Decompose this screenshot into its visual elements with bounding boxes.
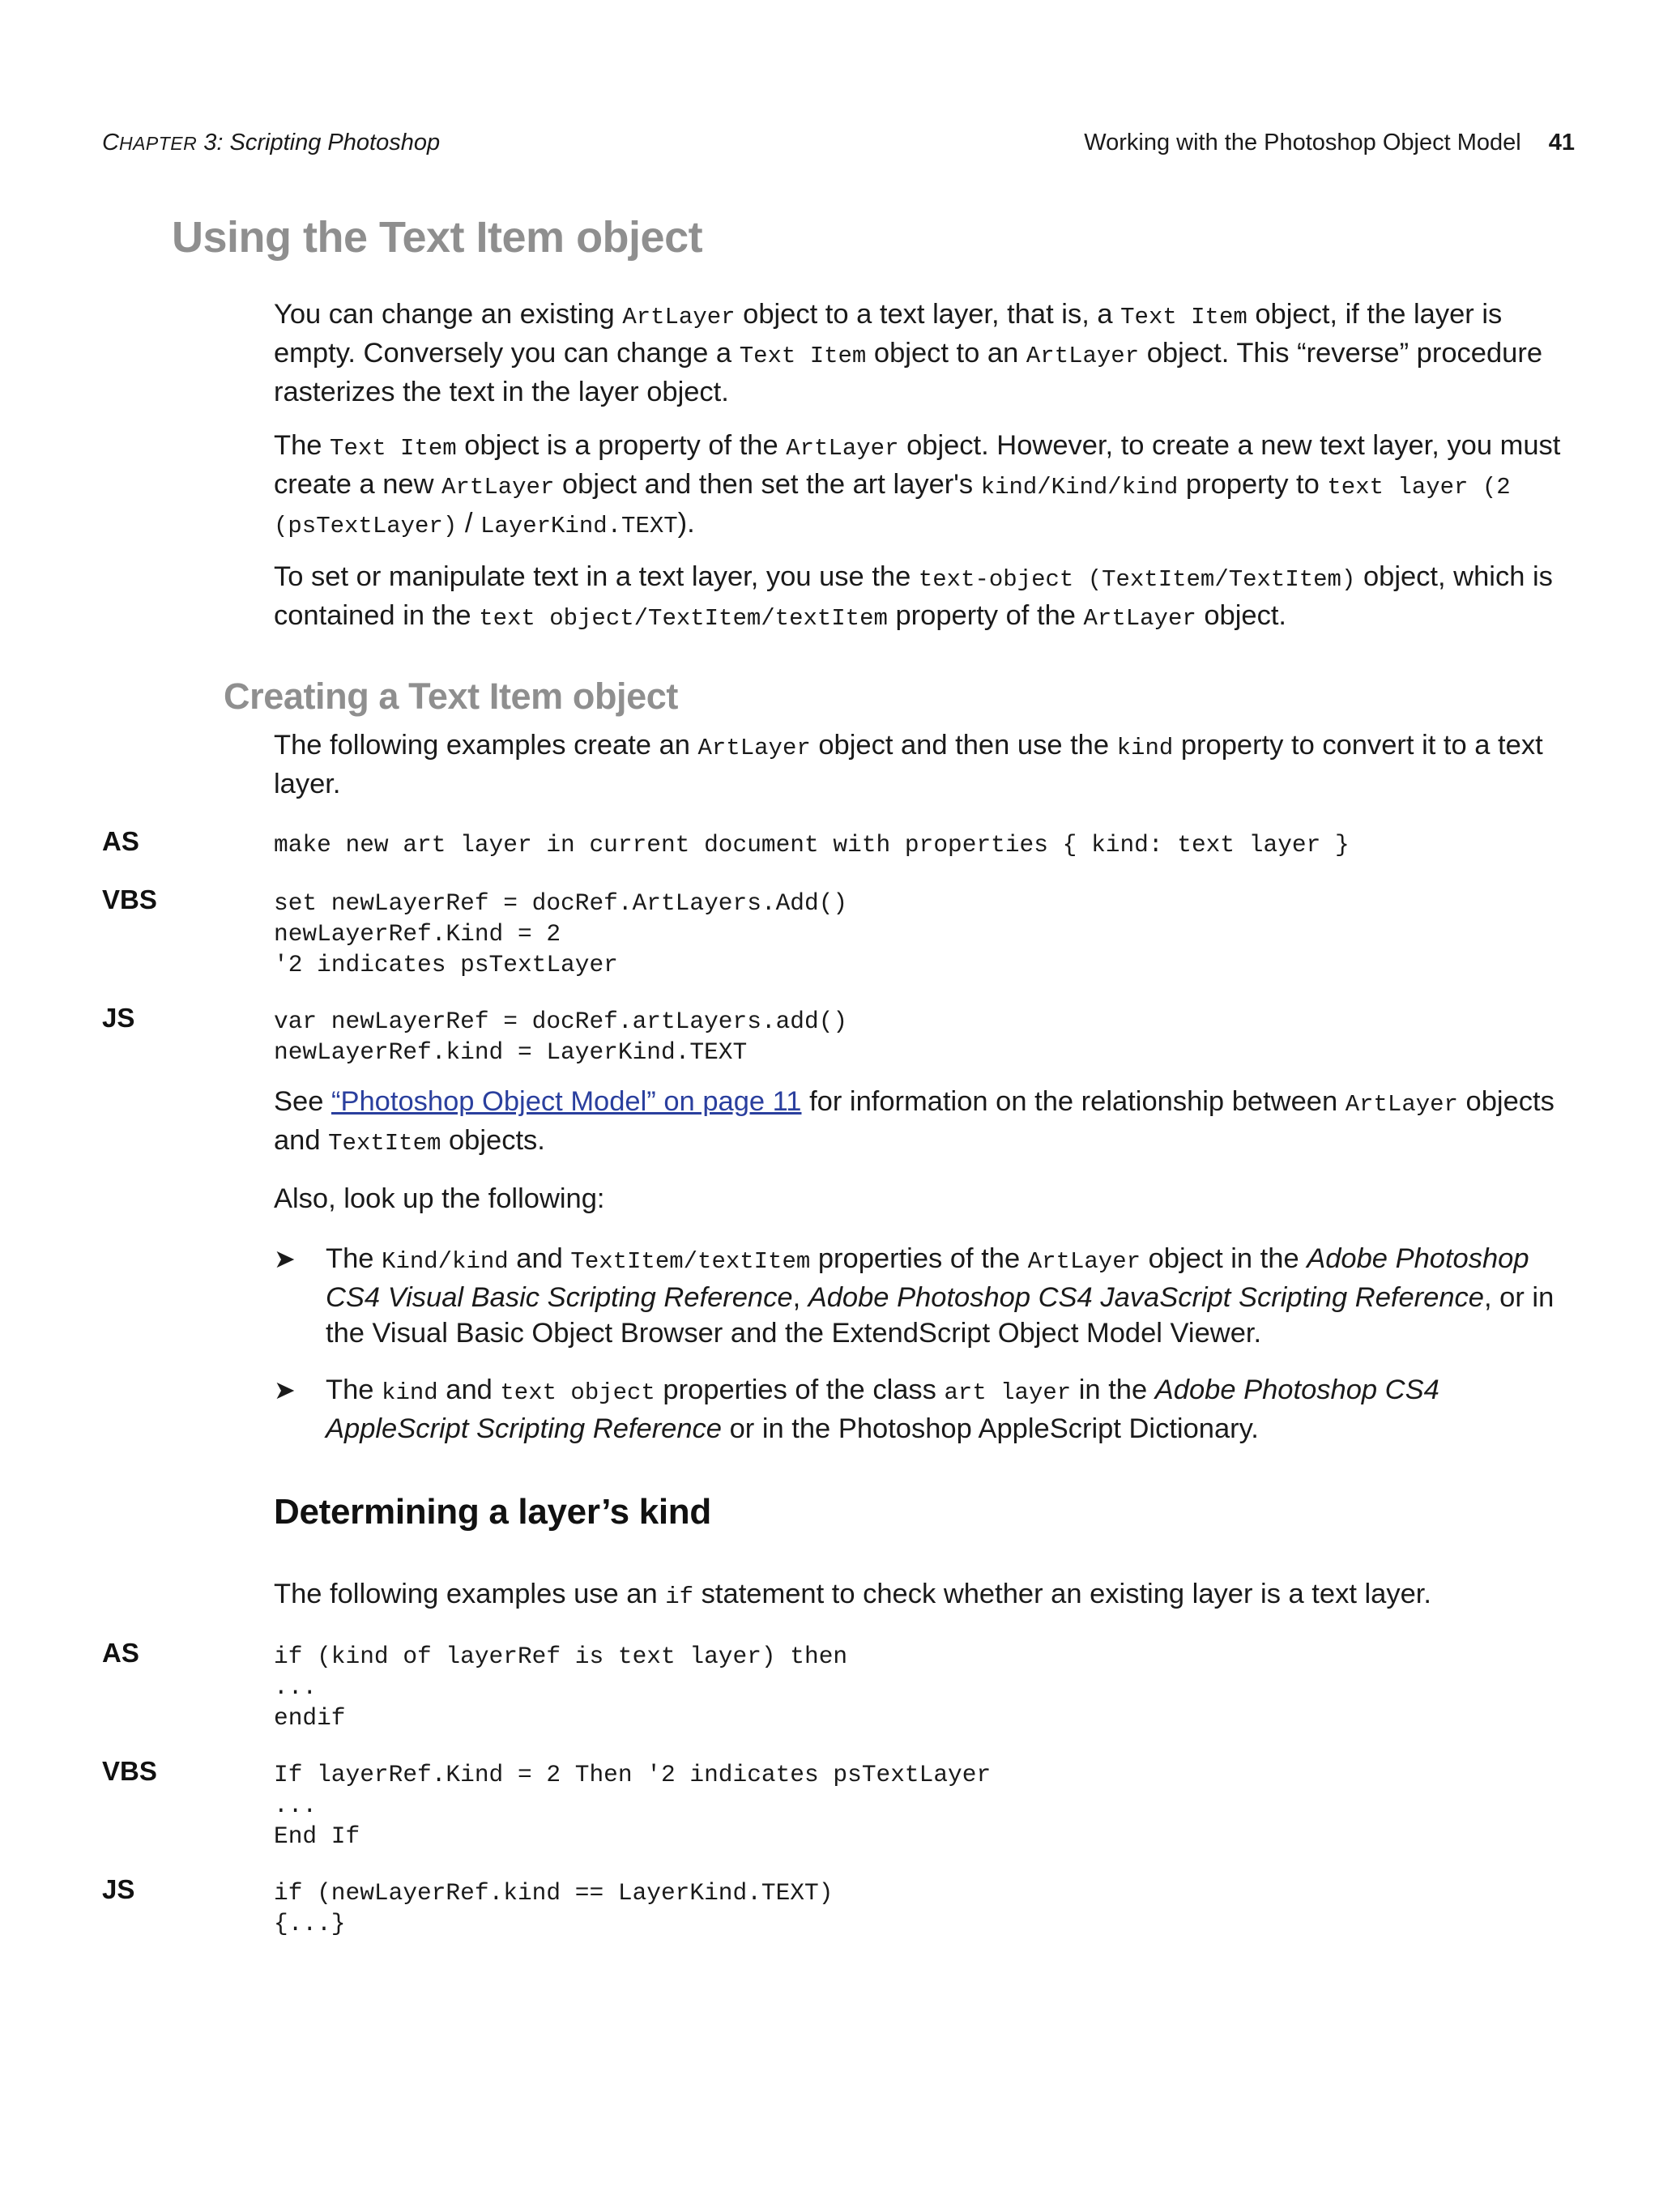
chapter-title: 3: Scripting Photoshop	[197, 130, 441, 156]
code-block-js: var newLayerRef = docRef.artLayers.add() newLayerRef.kind = LayerKind.TEXT	[274, 1008, 848, 1066]
text: object. However, to create a new text layer, you must create a new	[274, 430, 1561, 500]
code-block-as: if (kind of layerRef is text layer) then ... endif	[274, 1643, 848, 1732]
text: object to a text layer, that is, a	[735, 299, 1121, 330]
text: statement to check whether an existing layer is a text layer.	[693, 1579, 1431, 1609]
lang-label-js: JS	[102, 1874, 135, 1904]
text: properties of the class	[655, 1375, 945, 1405]
code-term: ArtLayer	[786, 435, 899, 462]
text: The	[274, 430, 331, 461]
paragraph-if-statement	[274, 1576, 1570, 1615]
lang-label-vbs: VBS	[102, 1756, 157, 1786]
text: You can change an existing	[274, 299, 623, 330]
code-term: ArtLayer	[1027, 1248, 1141, 1275]
text: object, which is contained in the	[274, 561, 1553, 631]
text: and	[437, 1375, 501, 1405]
lang-label-as: AS	[102, 1638, 139, 1668]
running-header-section	[1084, 130, 1575, 156]
text: The following examples use an	[274, 1579, 666, 1609]
code-term: text object	[500, 1379, 655, 1406]
text: object. This “reverse” procedure rasterizes the text in the layer object.	[274, 338, 1543, 407]
chapter-prefix: C	[102, 130, 119, 156]
code-term: Text Item	[330, 435, 457, 462]
code-term: Text Item	[1120, 304, 1247, 330]
text: object and then set the art layer's	[554, 469, 981, 500]
code-term: text layer (2 (psTextLayer)	[274, 474, 1511, 539]
text: object to an	[866, 338, 1026, 369]
heading-using-text-item: Using the Text Item object	[172, 213, 703, 262]
paragraph-intro	[274, 296, 1570, 410]
text: See	[274, 1086, 331, 1117]
code-term: ArtLayer	[441, 474, 555, 501]
text: property of the	[887, 600, 1084, 631]
paragraph-see-also	[274, 1084, 1570, 1161]
text: /	[457, 508, 481, 539]
code-term: kind	[382, 1379, 438, 1406]
text: objects.	[441, 1125, 545, 1156]
text: To set or manipulate text in a text layer, you use the	[274, 561, 919, 592]
code-term: LayerKind.TEXT	[480, 513, 678, 539]
heading-creating-text-item: Creating a Text Item object	[224, 676, 678, 717]
paragraph-manipulate	[274, 559, 1570, 637]
code-term: TextItem	[328, 1130, 441, 1157]
code-block-vbs: If layerRef.Kind = 2 Then '2 indicates psTextLayer ... End If	[274, 1761, 992, 1850]
arrow-bullet-icon: ➤	[274, 1375, 296, 1404]
text: property to	[1178, 469, 1328, 500]
code-term: text-object (TextItem/TextItem)	[918, 566, 1356, 593]
code-term: ArtLayer	[1026, 343, 1140, 369]
text: properties of the	[810, 1243, 1028, 1274]
text: object, if the layer is empty. Conversely you can change a	[274, 299, 1503, 369]
code-block-js: if (newLayerRef.kind == LayerKind.TEXT) {...}	[274, 1879, 834, 1937]
text: ,	[792, 1282, 808, 1313]
text: object and then use the	[810, 730, 1117, 761]
reference-title: Adobe Photoshop CS4 JavaScript Scripting Reference	[808, 1282, 1484, 1313]
page-number: 41	[1548, 130, 1575, 156]
section-title: Working with the Photoshop Object Model	[1084, 130, 1521, 156]
code-term: Kind/kind	[382, 1248, 509, 1275]
page-link-object-model[interactable]: “Photoshop Object Model” on page 11	[331, 1086, 802, 1117]
code-term: ArtLayer	[697, 735, 811, 761]
code-term: Text Item	[739, 343, 867, 369]
code-block-vbs: set newLayerRef = docRef.ArtLayers.Add() newLayerRef.Kind = 2 '2 indicates psTextLayer	[274, 889, 848, 978]
text: object in the	[1141, 1243, 1307, 1274]
text: objects and	[274, 1086, 1555, 1156]
lang-label-as: AS	[102, 826, 139, 856]
paragraph-property	[274, 428, 1570, 544]
heading-determining-kind: Determining a layer’s kind	[274, 1492, 711, 1532]
text: property to convert it to a text layer.	[274, 730, 1543, 799]
text: The	[326, 1243, 382, 1274]
code-term: text object/TextItem/textItem	[479, 605, 888, 632]
text: or in the Photoshop AppleScript Dictionary.	[722, 1413, 1259, 1444]
code-term: art layer	[944, 1379, 1072, 1406]
code-block-as: make new art layer in current document with properties { kind: text layer }	[274, 831, 1350, 859]
text: in the	[1071, 1375, 1155, 1405]
reference-title: Adobe Photoshop CS4 AppleScript Scripting Reference	[326, 1375, 1439, 1444]
text: and	[508, 1243, 571, 1274]
text: ).	[677, 508, 695, 539]
reference-title: Adobe Photoshop CS4 Visual Basic Scripting Reference	[326, 1243, 1529, 1313]
chapter-smallcaps: HAPTER	[118, 133, 198, 154]
list-item-text	[326, 1241, 1573, 1351]
arrow-bullet-icon: ➤	[274, 1244, 296, 1273]
code-term: TextItem/textItem	[570, 1248, 811, 1275]
list-item-text	[326, 1372, 1573, 1447]
code-term: kind/Kind/kind	[980, 474, 1179, 501]
text: The	[326, 1375, 382, 1405]
code-term: ArtLayer	[622, 304, 736, 330]
text: object.	[1196, 600, 1286, 631]
code-term: kind	[1116, 735, 1174, 761]
paragraph-look-up: Also, look up the following:	[274, 1183, 605, 1214]
paragraph-examples-intro	[274, 727, 1570, 802]
lang-label-js: JS	[102, 1003, 135, 1033]
text: object is a property of the	[456, 430, 787, 461]
code-term: ArtLayer	[1345, 1091, 1458, 1118]
text: for information on the relationship between	[801, 1086, 1346, 1117]
lang-label-vbs: VBS	[102, 884, 157, 914]
code-term: ArtLayer	[1083, 605, 1196, 632]
text: , or in the Visual Basic Object Browser and the ExtendScript Object Model Viewer.	[326, 1282, 1555, 1349]
code-term: if	[665, 1583, 694, 1610]
text: The following examples create an	[274, 730, 698, 761]
running-header-chapter	[102, 130, 440, 156]
